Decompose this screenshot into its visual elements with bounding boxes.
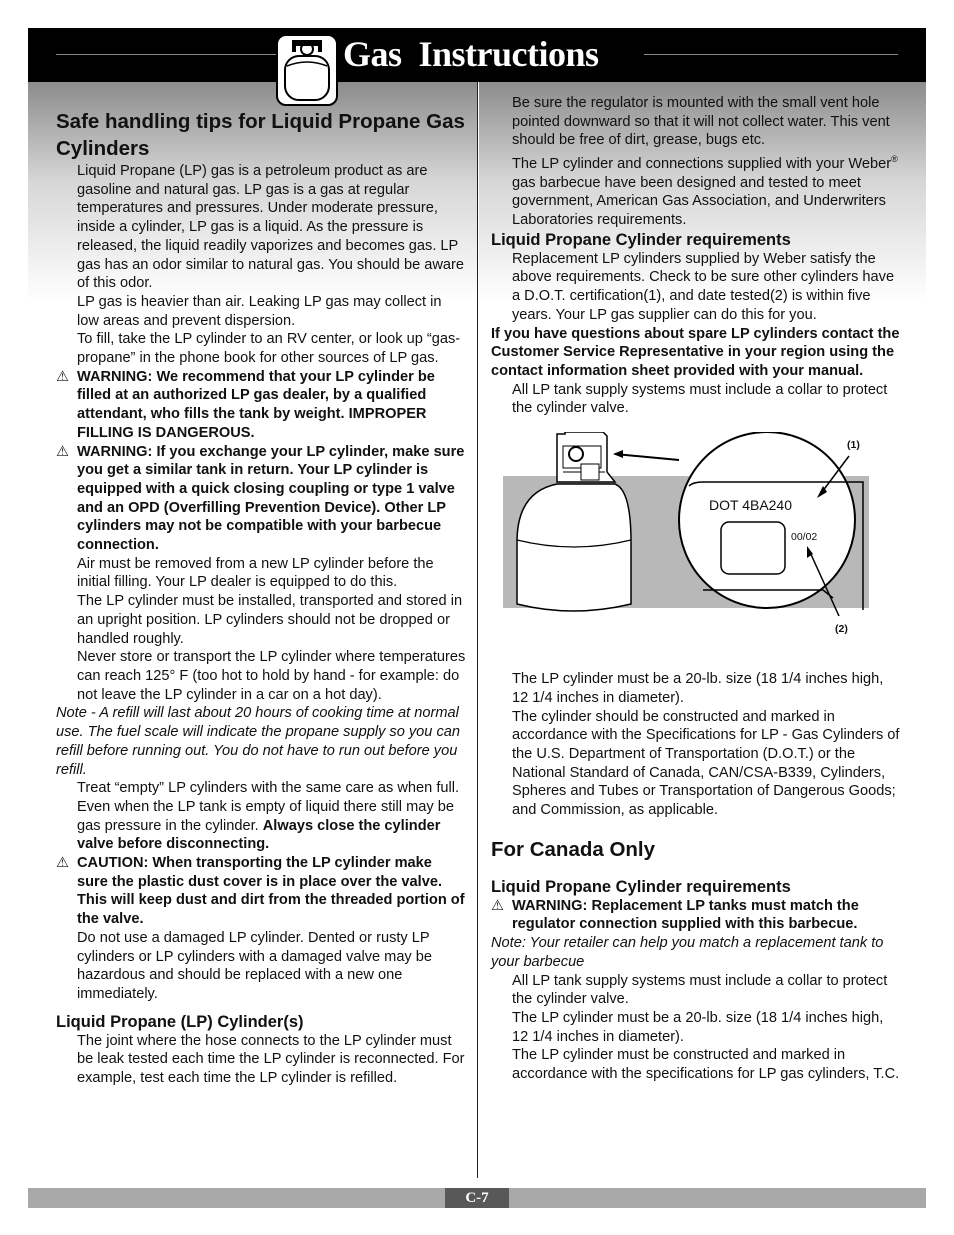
cylinder-illustration xyxy=(503,432,883,644)
contact-notice: If you have questions about spare LP cylinders contact the Customer Service Representative in your region using the contact information sheet provided with your manual. xyxy=(491,325,900,379)
warning-note xyxy=(56,443,466,555)
paragraph: Be sure the regulator is mounted with the small vent hole pointed downward so that it will not collect water. This vent should be free of dirt, grease, bugs etc. xyxy=(512,95,890,149)
paragraph: All LP tank supply systems must include a collar to protect the cylinder valve. xyxy=(512,972,888,1008)
callout-label-2: (2) xyxy=(835,623,848,636)
paragraph: To fill, take the LP cylinder to an RV center, or look up “gas-propane” in the phone book for other sources of LP gas. xyxy=(77,331,461,367)
paragraph-text: The LP cylinder and connections supplied with your Weber xyxy=(512,155,892,172)
warning-icon: ⚠ xyxy=(491,897,505,914)
paragraph: Air must be removed from a new LP cylinder before the initial filling. Your LP dealer is equipped to do this. xyxy=(77,555,434,591)
paragraph xyxy=(56,779,466,854)
propane-tank-icon xyxy=(276,34,338,106)
section-heading: Safe handling tips for Liquid Propane Gas Cylinders xyxy=(56,110,465,160)
paragraph xyxy=(491,150,903,230)
cylinder-diagram xyxy=(503,432,883,644)
warning-icon: ⚠ xyxy=(56,368,70,385)
caution-text: CAUTION: When transporting the LP cylinder make sure the plastic dust cover is in place over the valve. This will keep dust and dirt from the threaded portion of the valve. xyxy=(77,855,465,928)
paragraph-text: Treat “empty” LP cylinders with the same care as when full. Even when the LP tank is empty of liquid there still may be gas pressure in the cylinder. xyxy=(77,780,460,834)
warning-note xyxy=(491,897,903,934)
paragraph: The cylinder should be constructed and marked in accordance with the Specifications for LP - Gas Cylinders of the U.S. Department of Transportation (D.O.T.) or the National Standard of Canada, CAN/CSA-B339, Cylinders, Spheres and Tubes or Transportation of Dangerous Goods; and Commission, as applicable. xyxy=(512,708,900,819)
page-title: Gas Instructions xyxy=(343,34,599,74)
paragraph: The LP cylinder must be a 20-lb. size (18 1/4 inches high, 12 1/4 inches in diameter). xyxy=(512,671,884,706)
warning-icon: ⚠ xyxy=(56,443,70,460)
subsection-heading: Liquid Propane (LP) Cylinder(s) xyxy=(56,1012,304,1031)
warning-icon: ⚠ xyxy=(56,855,70,872)
date-marking: 00/02 xyxy=(791,531,818,544)
retailer-note: Note: Your retailer can help you match a replacement tank to your barbecue xyxy=(491,935,884,970)
paragraph: Do not use a damaged LP cylinder. Dented or rusty LP cylinders or LP cylinders with a damaged valve may be hazardous and should be replaced with a new one immediately. xyxy=(77,929,433,1002)
paragraph: Replacement LP cylinders supplied by Weber satisfy the above requirements. Check to be sure other cylinders have a D.O.T. certification(1), and date tested(2) is within five years. Your LP gas supplier can do this for you. xyxy=(512,250,895,323)
subsection-heading: Liquid Propane Cylinder requirements xyxy=(491,877,791,896)
right-column xyxy=(491,94,903,1084)
warning-text: WARNING: Replacement LP tanks must match the regulator connection supplied with this barbecue. xyxy=(512,897,859,933)
paragraph-bold-text: Always close the cylinder valve before disconnecting. xyxy=(77,817,441,853)
warning-text: WARNING: If you exchange your LP cylinder, make sure you get a similar tank in return. Your LP cylinder is equipped with a quick closing coupling or type 1 valve and an OPD (Overfilling Prevention Device). Other LP cylinders may not be compatible with your barbecue connection. xyxy=(77,443,465,554)
paragraph: Liquid Propane (LP) gas is a petroleum product as are gasoline and natural gas. LP gas is a gas at regular temperatures and pressures. Under moderate pressure, inside a cylinder, LP gas is a liquid. As the pressure is released, the liquid readily vaporizes and becomes gas. LP gas has an odor similar to natural gas. You should be aware of this odor. xyxy=(77,163,464,292)
paragraph: The LP cylinder must be installed, transported and stored in an upright position. LP cylinders should not be dropped or handled roughly. xyxy=(77,593,463,647)
column-divider xyxy=(477,82,478,1178)
paragraph: The joint where the hose connects to the LP cylinder must be leak tested each time the LP cylinder is reconnected. For example, test each time the LP cylinder is refilled. xyxy=(77,1032,465,1087)
refill-note: Note - A refill will last about 20 hours of cooking time at normal use. The fuel scale will indicate the propane supply so you can refill before running out. You do not have to run out before you refill. xyxy=(56,705,461,778)
warning-text: WARNING: We recommend that your LP cylinder be filled at an authorized LP gas dealer, by a qualified attendant, who fills the tank by weight. IMPROPER FILLING IS DANGEROUS. xyxy=(77,368,435,441)
paragraph: The LP cylinder must be a 20-lb. size (18 1/4 inches high, 12 1/4 inches in diameter). xyxy=(512,1009,884,1045)
paragraph: LP gas is heavier than air. Leaking LP gas may collect in low areas and prevent dispersion. xyxy=(77,293,442,329)
canada-heading: For Canada Only xyxy=(491,837,656,861)
page-header xyxy=(28,28,926,82)
left-column xyxy=(56,108,466,1088)
header-rule-right xyxy=(644,54,898,55)
paragraph: All LP tank supply systems must include a collar to protect the cylinder valve. xyxy=(512,381,888,417)
page-number: C-7 xyxy=(445,1188,509,1208)
caution-note xyxy=(56,854,466,929)
page-footer xyxy=(28,1188,926,1208)
subsection-heading: Liquid Propane Cylinder requirements xyxy=(491,230,791,249)
warning-note xyxy=(56,368,466,443)
registered-mark: ® xyxy=(891,154,898,165)
paragraph: Never store or transport the LP cylinder where temperatures can reach 125° F (too hot to hold by hand - for example: do not leave the LP cylinder in a car on a hot day). xyxy=(77,649,466,703)
header-rule-left xyxy=(56,54,276,55)
callout-label-1: (1) xyxy=(847,439,860,452)
paragraph-text: gas barbecue have been designed and tested to meet government, American Gas Association, and Underwriters Laboratories requirements. xyxy=(512,174,886,229)
dot-marking: DOT 4BA240 xyxy=(709,497,793,514)
paragraph: The LP cylinder must be constructed and marked in accordance with the specifications for LP gas cylinders, T.C. xyxy=(512,1047,900,1083)
